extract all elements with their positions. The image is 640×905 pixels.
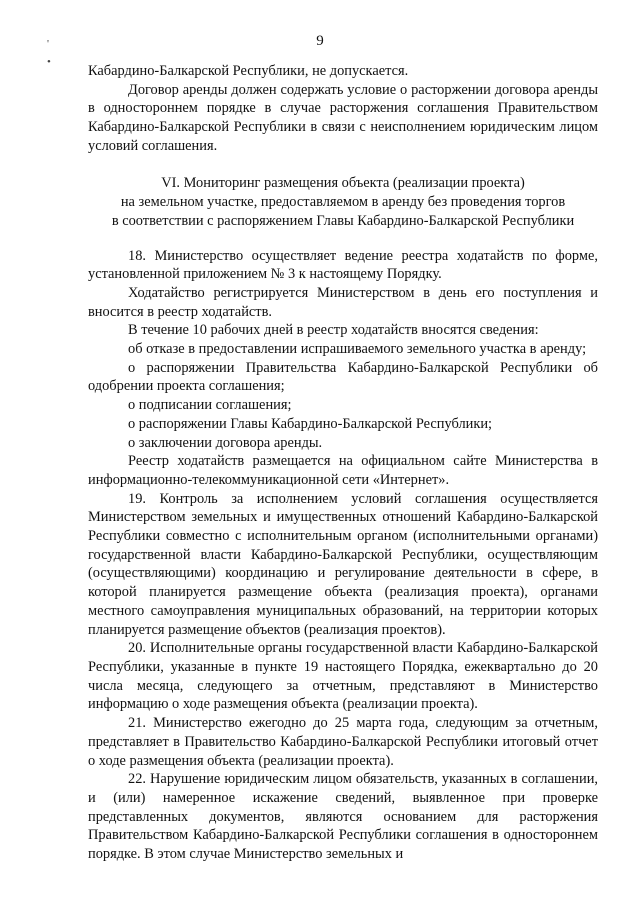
margin-mark: •	[47, 56, 51, 68]
paragraph: Договор аренды должен содержать условие о расторжении договора аренды в одностороннем порядке в случае расторжения соглашения Правительством Кабардино-Балкарской Республики в связи с неисполнением юридическим лицом условий соглашения.	[88, 81, 598, 154]
list-item: о распоряжении Правительства Кабардино-Балкарской Республики об одобрении проекта соглашения;	[88, 359, 598, 395]
paragraph: 19. Контроль за исполнением условий соглашения осуществляется Министерством земельных и имущественных отношений Кабардино-Балкарской Республики совместно с исполнительным органом (исполнительными органами) государственной власти Кабардино-Балкарской Республики, осуществляющим (осуществляющими) координацию и регулирование деятельности в сфере, в которой планируется размещение объекта (реализация проекта), органами местного самоуправления муниципальных образований, на территории которых планируется размещение объектов (реализация проектов).	[88, 490, 598, 638]
paragraph: 21. Министерство ежегодно до 25 марта года, следующим за отчетным, представляет в Правительство Кабардино-Балкарской Республики итоговый отчет о ходе размещения объекта (реализации проекта).	[88, 715, 598, 769]
paragraph: 18. Министерство осуществляет ведение реестра ходатайств по форме, установленной приложением № 3 к настоящему Порядку.	[88, 247, 598, 283]
section-heading-line: в соответствии с распоряжением Главы Кабардино-Балкарской Республики	[111, 212, 575, 229]
paragraph: В течение 10 рабочих дней в реестр ходатайств вносятся сведения:	[128, 322, 539, 339]
paragraph: Ходатайство регистрируется Министерством в день его поступления и вносится в реестр ходатайств.	[88, 284, 598, 320]
list-item: о подписании соглашения;	[128, 397, 292, 414]
list-item: о заключении договора аренды.	[128, 434, 323, 451]
margin-mark: '	[47, 38, 49, 50]
document-body	[88, 62, 598, 864]
section-heading-line: на земельном участке, предоставляемом в аренду без проведения торгов	[120, 193, 566, 210]
list-item: об отказе в предоставлении испрашиваемого земельного участка в аренду;	[128, 341, 587, 358]
paragraph: 22. Нарушение юридическим лицом обязательств, указанных в соглашении, и (или) намеренное искажение сведений, выявленное при проверке представленных документов, являются основанием для расторжения Правительством Кабардино-Балкарской Республики соглашения в одностороннем порядке. В этом случае Министерство земельных и	[88, 771, 598, 863]
page-number: 9	[316, 33, 324, 49]
paragraph: 20. Исполнительные органы государственной власти Кабардино-Балкарской Республики, указанные в пункте 19 настоящего Порядка, ежеквартально до 20 числа месяца, следующего за отчетным, представляют в Министерство информацию о ходе размещения объекта (реализации проекта).	[88, 640, 598, 713]
list-item: о распоряжении Главы Кабардино-Балкарской Республики;	[128, 415, 493, 432]
section-heading	[88, 174, 598, 231]
paragraph: Кабардино-Балкарской Республики, не допускается.	[88, 63, 409, 79]
paragraph: Реестр ходатайств размещается на официальном сайте Министерства в информационно-телекоммуникационной сети «Интернет».	[88, 453, 598, 488]
section-heading-line: VI. Мониторинг размещения объекта (реализации проекта)	[161, 174, 525, 191]
